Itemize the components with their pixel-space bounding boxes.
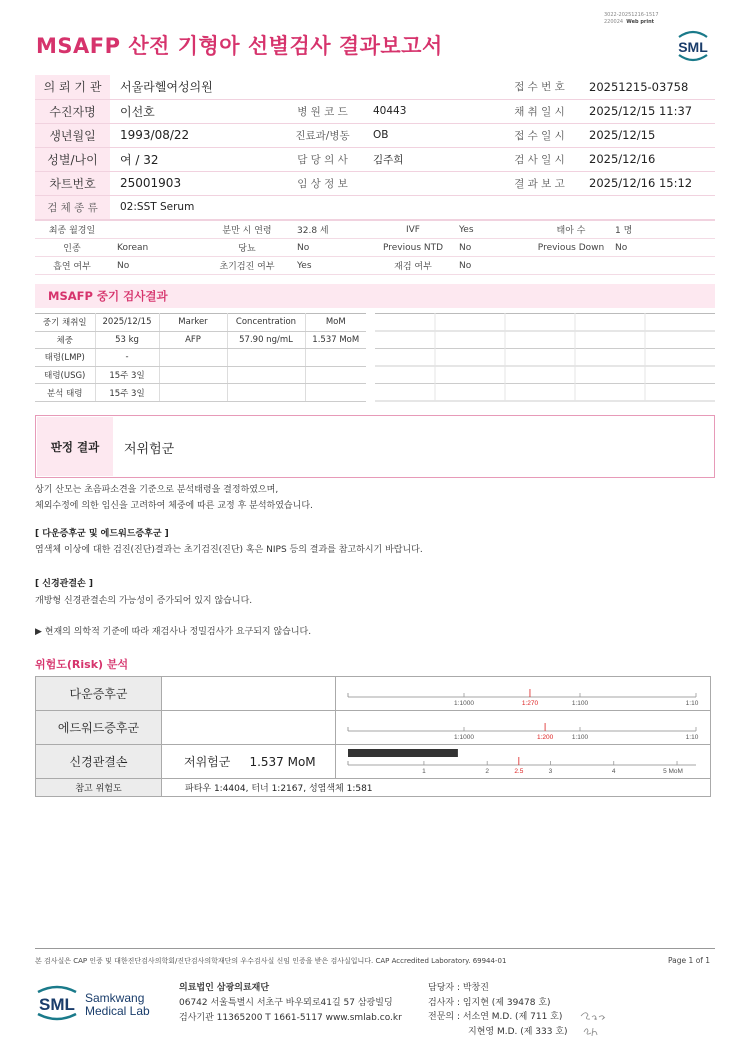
result-cell — [227, 349, 305, 367]
field-label: 의 뢰 기 관 — [35, 75, 110, 99]
scale-tick-label: 1:1000 — [454, 734, 474, 741]
results-table — [35, 313, 366, 402]
info-value — [607, 257, 715, 275]
risk-title: 위험도(Risk) 분석 — [35, 658, 129, 671]
field-value — [363, 171, 500, 195]
info-label: 당뇨 — [205, 239, 289, 257]
field-value: 2025/12/15 11:37 — [579, 99, 715, 123]
result-row — [35, 349, 366, 367]
risk-name-down: 다운증후군 — [36, 677, 162, 711]
result-cell: - — [95, 349, 159, 367]
info-row — [35, 257, 715, 275]
result-cell: 53 kg — [95, 331, 159, 349]
result-cell: 15주 3일 — [95, 384, 159, 402]
followup-note: ▶ 현재의 의학적 기준에 따라 재검사나 정밀검사가 요구되지 않습니다. — [35, 627, 312, 637]
result-cell — [305, 366, 366, 384]
scale-tick-label: 1:100 — [571, 700, 589, 707]
result-row — [35, 314, 366, 332]
svg-text:Samkwang: Samkwang — [85, 991, 145, 1005]
field-value: 1993/08/22 — [110, 123, 282, 147]
risk-scale-edwards — [336, 711, 711, 741]
field-value: 2025/12/15 — [579, 123, 715, 147]
results-empty-grid — [375, 313, 715, 402]
scale-tick-label: 1:10 — [685, 700, 699, 707]
scale-tick-label: 2.5 — [514, 768, 524, 775]
result-cell: 57.90 ng/mL — [227, 331, 305, 349]
info-value: No — [451, 239, 535, 257]
comment-line-2: 체외수정에 의한 임신을 고려하여 체중에 따른 교정 후 분석하였습니다. — [35, 501, 313, 511]
info-value — [109, 221, 205, 239]
risk-value-ntd: 저위험군 1.537 MoM — [162, 745, 336, 779]
specimen-label: 검 체 종 류 — [35, 195, 110, 219]
field-value: OB — [363, 123, 500, 147]
svg-text:SML: SML — [678, 39, 708, 55]
staff-specialist-1: 전문의 : 서소연 M.D. (제 711 호) — [428, 1012, 563, 1022]
risk-scale-down — [336, 677, 711, 707]
patient-row — [35, 147, 715, 171]
info-label — [535, 257, 607, 275]
scale-tick-label: 1:270 — [521, 700, 539, 707]
field-label: 채 취 일 시 — [500, 99, 579, 123]
patient-row — [35, 123, 715, 147]
certification-text: 본 검사실은 CAP 인증 및 대한진단검사의학회/진단검사의학재단의 우수검사실 신임 인증을 받은 검사실입니다. CAP Accredited Laboratory. 69944-01 — [35, 957, 507, 965]
patient-info-table — [35, 75, 715, 220]
info-value: No — [109, 257, 205, 275]
result-cell: MoM — [305, 314, 366, 332]
field-label: 진료과/병동 — [282, 123, 363, 147]
field-value: 여 / 32 — [110, 147, 282, 171]
result-cell — [159, 349, 227, 367]
judgement-label: 판정 결과 — [50, 440, 100, 454]
info-label: 인종 — [35, 239, 109, 257]
down-syndrome-text: 염색체 이상에 대한 검진(진단)결과는 초기검진(진단) 혹은 NIPS 등의 결과를 참고하시기 바랍니다. — [35, 545, 423, 555]
info-value: Korean — [109, 239, 205, 257]
institution-contact: 검사기관 11365200 T 1661-5117 www.smlab.co.kr — [179, 1013, 402, 1023]
scale-tick-label: 1:100 — [571, 734, 589, 741]
info-label: 최종 월경일 — [35, 221, 109, 239]
field-value — [363, 75, 500, 99]
info-value: No — [289, 239, 375, 257]
scale-tick-label: 2 — [485, 768, 490, 775]
institution-address: 06742 서울특별시 서초구 바우뫼로41길 57 삼광빌딩 — [179, 998, 393, 1008]
field-label: 담 당 의 사 — [282, 147, 363, 171]
field-label: 접 수 일 시 — [500, 123, 579, 147]
result-cell: Marker — [159, 314, 227, 332]
result-cell — [227, 384, 305, 402]
result-row — [35, 384, 366, 402]
page-number: Page 1 of 1 — [668, 956, 711, 965]
field-label — [282, 75, 363, 99]
mom-bar — [348, 749, 458, 757]
staff-manager: 담당자 : 박창진 — [428, 983, 489, 993]
info-label: 태아 수 — [535, 221, 607, 239]
svg-text:SML: SML — [39, 995, 75, 1014]
result-cell: 태령(LMP) — [35, 349, 95, 367]
risk-scale-ntd — [336, 745, 711, 775]
info-label: 초기검진 여부 — [205, 257, 289, 275]
staff-tester: 검사자 : 임지현 (제 39478 호) — [428, 997, 551, 1008]
comment-line-1: 상기 산모는 초음파소견을 기준으로 분석태령을 결정하였으며, — [35, 485, 279, 495]
result-row — [35, 366, 366, 384]
risk-value-down — [162, 677, 336, 711]
field-label: 생년월일 — [35, 123, 110, 147]
info-value: 1 명 — [607, 221, 715, 239]
print-code: 3022-20251216-1517 220024 Web print — [604, 12, 659, 25]
maternal-info-table — [35, 220, 715, 275]
judgement-value: 저위험군 — [124, 442, 175, 457]
field-value: 20251215-03758 — [579, 75, 715, 99]
sml-logo — [673, 28, 713, 64]
result-cell — [305, 384, 366, 402]
result-cell — [305, 349, 366, 367]
info-row — [35, 239, 715, 257]
info-label: 재검 여부 — [375, 257, 451, 275]
risk-name-ntd: 신경관결손 — [36, 745, 162, 779]
field-label: 병 원 코 드 — [282, 99, 363, 123]
field-label: 검 사 일 시 — [500, 147, 579, 171]
info-value: Yes — [451, 221, 535, 239]
scale-tick-label: 5 MoM — [663, 768, 683, 775]
down-syndrome-heading: [ 다운증후군 및 에드워드증후군 ] — [35, 529, 169, 539]
field-label: 결 과 보 고 — [500, 171, 579, 195]
risk-table — [35, 676, 711, 797]
patient-row — [35, 171, 715, 195]
result-cell: 1.537 MoM — [305, 331, 366, 349]
result-cell: 15주 3일 — [95, 366, 159, 384]
field-value: 40443 — [363, 99, 500, 123]
scale-tick-label: 1:10 — [685, 734, 699, 741]
info-value: 32.8 세 — [289, 221, 375, 239]
patient-row — [35, 75, 715, 99]
ntd-heading: [ 신경관결손 ] — [35, 579, 93, 589]
info-value: No — [607, 239, 715, 257]
field-value: 김주희 — [363, 147, 500, 171]
info-value: No — [451, 257, 535, 275]
report-title: MSAFP 산전 기형아 선별검사 결과보고서 — [36, 34, 443, 58]
field-value: 이선호 — [110, 99, 282, 123]
result-cell: 태령(USG) — [35, 366, 95, 384]
result-cell: 분석 태령 — [35, 384, 95, 402]
patient-row — [35, 99, 715, 123]
info-row — [35, 221, 715, 239]
field-value: 서울라헬여성의원 — [110, 75, 282, 99]
info-label: 흡연 여부 — [35, 257, 109, 275]
staff-info — [428, 981, 568, 1039]
scale-tick-label: 3 — [548, 768, 553, 775]
svg-text:Medical Lab: Medical Lab — [85, 1004, 150, 1018]
result-cell: 체중 — [35, 331, 95, 349]
specimen-value: 02:SST Serum — [110, 195, 715, 219]
field-label: 임 상 정 보 — [282, 171, 363, 195]
info-value: Yes — [289, 257, 375, 275]
institution-info — [179, 981, 402, 1026]
result-row — [35, 331, 366, 349]
specimen-row — [35, 195, 715, 219]
info-label: Previous NTD — [375, 239, 451, 257]
ref-risk-label: 참고 위험도 — [36, 779, 162, 797]
field-label: 차트번호 — [35, 171, 110, 195]
result-cell: AFP — [159, 331, 227, 349]
scale-tick-label: 1 — [422, 768, 426, 775]
ref-risk-value: 파타우 1:4404, 터너 1:2167, 성염색체 1:581 — [162, 779, 711, 797]
field-value: 2025/12/16 — [579, 147, 715, 171]
risk-name-edwards: 에드워드증후군 — [36, 711, 162, 745]
info-label: 분만 시 연령 — [205, 221, 289, 239]
ntd-text: 개방형 신경관결손의 가능성이 증가되어 있지 않습니다. — [35, 596, 253, 606]
footer-divider — [35, 948, 715, 949]
scale-tick-label: 1:200 — [536, 734, 554, 741]
field-value: 25001903 — [110, 171, 282, 195]
results-section-title: MSAFP 중기 검사결과 — [48, 289, 168, 303]
field-label: 접 수 번 호 — [500, 75, 579, 99]
field-label: 수진자명 — [35, 99, 110, 123]
result-cell: 중기 채취일 — [35, 314, 95, 332]
result-cell — [159, 384, 227, 402]
scale-tick-label: 4 — [611, 768, 616, 775]
result-cell: Concentration — [227, 314, 305, 332]
signature — [578, 1006, 608, 1040]
field-value: 2025/12/16 15:12 — [579, 171, 715, 195]
field-label: 성별/나이 — [35, 147, 110, 171]
risk-value-edwards — [162, 711, 336, 745]
scale-tick-label: 1:1000 — [454, 700, 474, 707]
result-cell: 2025/12/15 — [95, 314, 159, 332]
info-label: IVF — [375, 221, 451, 239]
institution-name: 의료법인 삼광의료재단 — [179, 983, 270, 993]
info-label: Previous Down — [535, 239, 607, 257]
samkwang-logo — [35, 980, 165, 1030]
result-cell — [159, 366, 227, 384]
staff-specialist-2: 지현영 M.D. (제 333 호) — [468, 1026, 568, 1037]
result-cell — [227, 366, 305, 384]
